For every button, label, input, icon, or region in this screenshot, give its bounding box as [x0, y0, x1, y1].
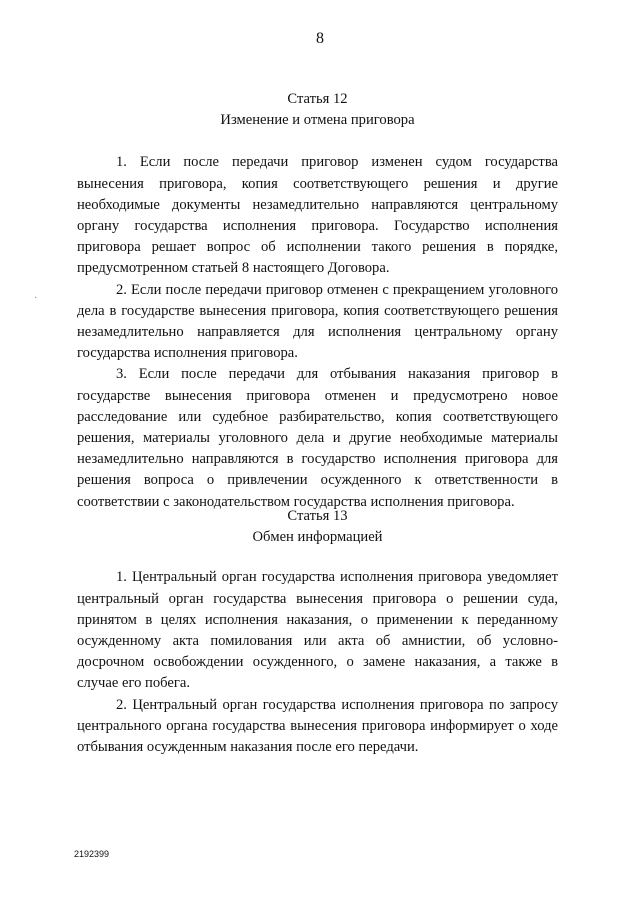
paragraph: 2. Центральный орган государства исполнения приговора по запросу центрального органа государства вынесения приговора информирует о ходе отбывания осужденным наказания после его передачи.: [77, 696, 558, 756]
article-subtitle: Изменение и отмена приговора: [220, 112, 415, 129]
page-number: 8: [316, 30, 324, 47]
paragraph: 1. Если после передачи приговор изменен судом государства вынесения приговора, копия соответствующего решения и другие необходимые документы незамедлительно направляются центральному органу государства исполнения приговора. Государство исполнения приговора решает вопрос об исполнении такого решения в порядке, предусмотренном статьей 8 настоящего Договора.: [77, 154, 558, 277]
article-13: [77, 506, 558, 758]
document-code: 2192399: [74, 849, 110, 859]
article-12-heading: [77, 89, 558, 131]
article-subtitle: Обмен информацией: [252, 529, 383, 546]
article-13-heading: [77, 506, 558, 548]
paragraph: 3. Если после передачи для отбывания наказания приговор в государстве вынесения приговора отменен и предусмотрено новое расследование или судебное разбирательство, копия соответствующего решения, материалы уголовного дела и другие необходимые материалы незамедлительно направляются в государство исполнения приговора для решения вопроса о привлечении осужденного к ответственности в соответствии с законодательством государства исполнения приговора.: [77, 366, 558, 510]
article-title: Статья 12: [287, 91, 348, 107]
article-12: [77, 89, 558, 513]
scan-artifact: ·: [34, 293, 38, 304]
paragraph: 2. Если после передачи приговор отменен с прекращением уголовного дела в государстве вынесения приговора, копия соответствующего решения незамедлительно направляется для исполнения центральному органу государства исполнения приговора.: [77, 281, 558, 362]
article-title: Статья 13: [287, 508, 348, 524]
paragraph: 1. Центральный орган государства исполнения приговора уведомляет центральный орган государства вынесения приговора о решении суда, принятом в целях исполнения наказания, о применении к переданному осужденному акта помилования или акта об амнистии, об условно-досрочном освобождении осужденного, о замене наказания, а также в случае его побега.: [77, 569, 558, 692]
